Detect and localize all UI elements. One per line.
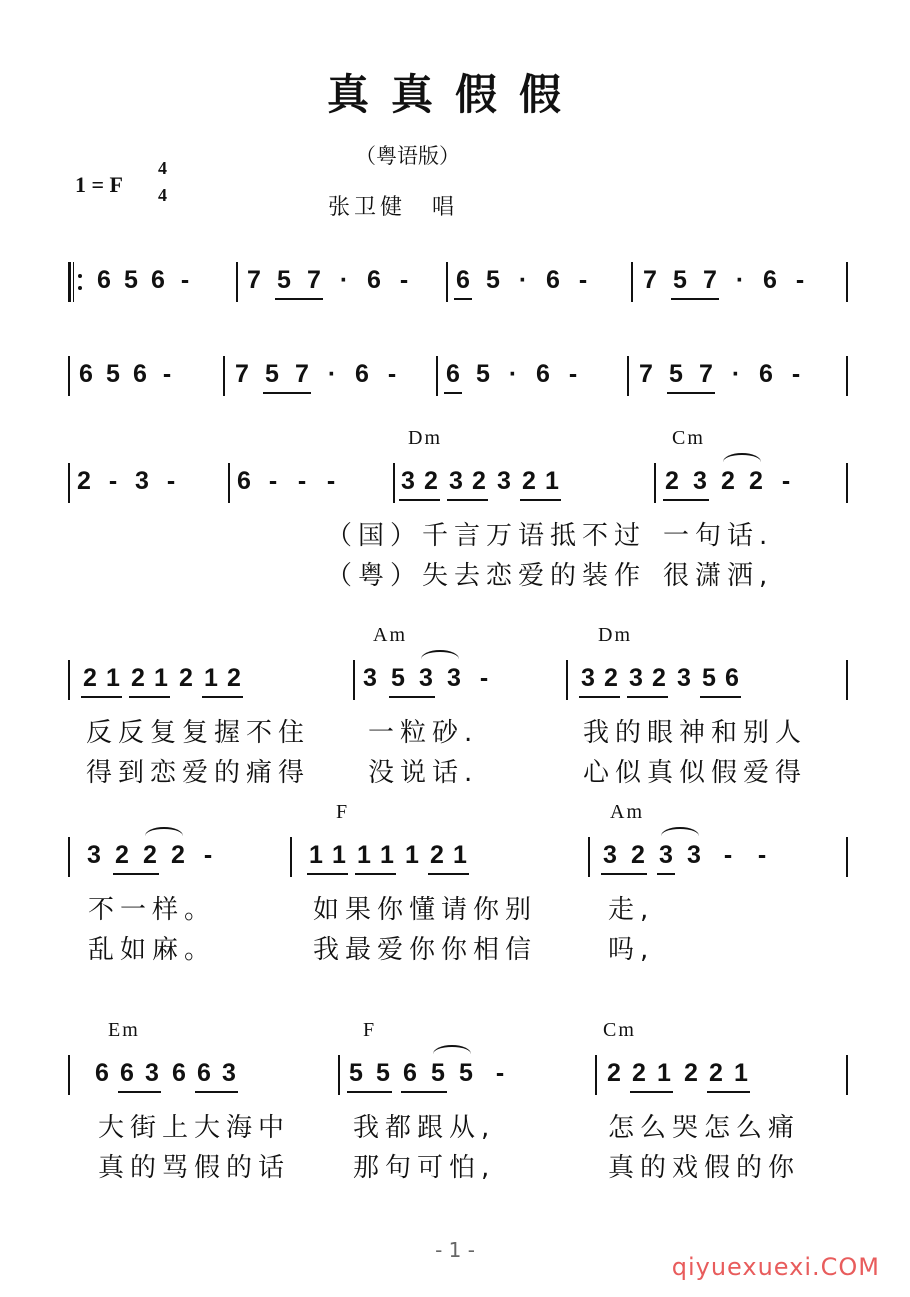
note-digit: 3 xyxy=(419,664,433,692)
note-digit: 5 xyxy=(673,266,687,294)
note-digit: 1 xyxy=(204,664,218,692)
bar-line xyxy=(588,837,590,877)
note-digit: 1 xyxy=(106,664,120,692)
note-digit: 2 xyxy=(522,467,536,495)
note-digit: 2 xyxy=(424,467,438,495)
note-digit: 2 xyxy=(631,841,645,869)
note-digit: 6 xyxy=(120,1059,134,1087)
bar-line xyxy=(654,463,656,503)
note-digit: 6 xyxy=(536,360,550,388)
note-digit: 6 xyxy=(725,664,739,692)
lyric-line: 一句话. xyxy=(663,521,774,551)
note-digit: 1 xyxy=(332,841,346,869)
dot-note: · xyxy=(327,360,337,388)
note-digit: 5 xyxy=(391,664,405,692)
beam-underline xyxy=(579,696,620,698)
note-digit: 6 xyxy=(151,266,165,294)
dash-hold: - xyxy=(162,360,172,388)
chord-symbol: Cm xyxy=(603,1019,636,1041)
note-digit: 3 xyxy=(603,841,617,869)
beam-underline xyxy=(447,499,488,501)
chord-symbol: F xyxy=(336,801,350,823)
chord-symbol: Am xyxy=(373,624,407,646)
bar-line xyxy=(68,463,70,503)
lyric-line: 走, xyxy=(608,895,655,925)
beam-underline xyxy=(601,873,647,875)
note-digit: 2 xyxy=(143,841,157,869)
note-digit: 5 xyxy=(476,360,490,388)
lyric-line: 如果你懂请你别 xyxy=(313,895,538,925)
note-digit: 3 xyxy=(87,841,101,869)
note-digit: 2 xyxy=(684,1059,698,1087)
lyric-line: 那句可怕, xyxy=(353,1153,496,1183)
tie-arc xyxy=(421,650,459,668)
lyric-line: 一粒砂. xyxy=(368,718,479,748)
time-signature-bottom: 4 xyxy=(158,185,167,205)
dash-hold: - xyxy=(795,266,805,294)
note-digit: 7 xyxy=(247,266,261,294)
note-digit: 2 xyxy=(607,1059,621,1087)
note-digit: 6 xyxy=(759,360,773,388)
note-digit: 5 xyxy=(277,266,291,294)
note-digit: 2 xyxy=(171,841,185,869)
note-digit: 2 xyxy=(749,467,763,495)
note-digit: 2 xyxy=(721,467,735,495)
page-number: - 1 - xyxy=(435,1238,475,1262)
note-digit: 7 xyxy=(235,360,249,388)
note-digit: 2 xyxy=(227,664,241,692)
beam-underline xyxy=(663,499,709,501)
lyric-line: 大街上大海中 xyxy=(98,1113,291,1143)
lyric-line: 心似真似假爱得 xyxy=(583,758,808,788)
chord-symbol: Am xyxy=(610,801,644,823)
beam-underline xyxy=(428,873,469,875)
bar-line xyxy=(627,356,629,396)
beam-underline xyxy=(630,1091,673,1093)
note-digit: 1 xyxy=(657,1059,671,1087)
dot-note: · xyxy=(731,360,741,388)
lyric-line: （粤）失去恋爱的装作 xyxy=(326,561,647,591)
note-digit: 6 xyxy=(456,266,470,294)
note-digit: 3 xyxy=(629,664,643,692)
note-digit: 1 xyxy=(380,841,394,869)
score-row xyxy=(68,356,848,396)
bar-line xyxy=(236,262,238,302)
note-digit: 2 xyxy=(115,841,129,869)
bar-line xyxy=(68,837,70,877)
lyric-line: 得到恋爱的痛得 xyxy=(86,758,311,788)
beam-underline xyxy=(129,696,170,698)
note-digit: 6 xyxy=(95,1059,109,1087)
beam-underline xyxy=(667,392,715,394)
note-digit: 2 xyxy=(179,664,193,692)
dash-hold: - xyxy=(180,266,190,294)
bar-line xyxy=(228,463,230,503)
bar-line xyxy=(846,837,848,877)
dash-hold: - xyxy=(568,360,578,388)
repeat-start-bar xyxy=(68,262,71,302)
note-digit: 7 xyxy=(699,360,713,388)
beam-underline xyxy=(700,696,741,698)
bar-line xyxy=(446,262,448,302)
note-digit: 6 xyxy=(97,266,111,294)
note-digit: 3 xyxy=(145,1059,159,1087)
note-digit: 2 xyxy=(604,664,618,692)
dash-hold: - xyxy=(757,841,767,869)
beam-underline xyxy=(444,392,462,394)
note-digit: 3 xyxy=(363,664,377,692)
note-digit: 6 xyxy=(197,1059,211,1087)
dash-hold: - xyxy=(108,467,118,495)
lyric-line: 没说话. xyxy=(368,758,479,788)
note-digit: 7 xyxy=(643,266,657,294)
note-digit: 2 xyxy=(77,467,91,495)
score-row xyxy=(68,262,848,302)
note-digit: 3 xyxy=(677,664,691,692)
note-digit: 2 xyxy=(665,467,679,495)
beam-underline xyxy=(307,873,348,875)
note-digit: 6 xyxy=(237,467,251,495)
note-digit: 5 xyxy=(265,360,279,388)
beam-underline xyxy=(355,873,396,875)
singer-credit: 张卫健 唱 xyxy=(328,195,459,220)
tie-arc xyxy=(145,827,183,845)
note-digit: 1 xyxy=(154,664,168,692)
note-digit: 2 xyxy=(472,467,486,495)
dot-note: · xyxy=(339,266,349,294)
note-digit: 3 xyxy=(447,664,461,692)
dash-hold: - xyxy=(578,266,588,294)
dash-hold: - xyxy=(297,467,307,495)
bar-line xyxy=(68,1055,70,1095)
bar-line xyxy=(68,660,70,700)
dash-hold: - xyxy=(326,467,336,495)
bar-line xyxy=(631,262,633,302)
repeat-start-bar xyxy=(73,262,74,302)
note-digit: 1 xyxy=(357,841,371,869)
dash-hold: - xyxy=(723,841,733,869)
lyric-line: 乱如麻。 xyxy=(88,935,217,965)
note-digit: 5 xyxy=(486,266,500,294)
beam-underline xyxy=(707,1091,750,1093)
bar-line xyxy=(846,356,848,396)
note-digit: 5 xyxy=(349,1059,363,1087)
note-digit: 3 xyxy=(693,467,707,495)
dash-hold: - xyxy=(791,360,801,388)
note-digit: 7 xyxy=(307,266,321,294)
beam-underline xyxy=(401,1091,447,1093)
note-digit: 5 xyxy=(376,1059,390,1087)
beam-underline xyxy=(671,298,719,300)
note-digit: 5 xyxy=(459,1059,473,1087)
bar-line xyxy=(393,463,395,503)
beam-underline xyxy=(627,696,668,698)
score-row xyxy=(68,1019,848,1183)
bar-line xyxy=(223,356,225,396)
lyric-line: 我最爱你你相信 xyxy=(313,935,538,965)
beam-underline xyxy=(118,1091,161,1093)
lyric-line: 怎么哭怎么痛 xyxy=(608,1113,801,1143)
lyric-line: 真的骂假的话 xyxy=(98,1153,291,1183)
note-digit: 2 xyxy=(83,664,97,692)
song-title: 真真假假 xyxy=(326,70,583,119)
chord-symbol: F xyxy=(363,1019,377,1041)
bar-line xyxy=(595,1055,597,1095)
note-digit: 3 xyxy=(581,664,595,692)
note-digit: 2 xyxy=(652,664,666,692)
beam-underline xyxy=(520,499,561,501)
note-digit: 1 xyxy=(545,467,559,495)
note-digit: 1 xyxy=(309,841,323,869)
note-digit: 3 xyxy=(497,467,511,495)
bar-line xyxy=(68,356,70,396)
bar-line xyxy=(846,660,848,700)
note-digit: 5 xyxy=(124,266,138,294)
note-digit: 1 xyxy=(734,1059,748,1087)
bar-line xyxy=(290,837,292,877)
version-subtitle: （粤语版） xyxy=(355,144,460,168)
bar-line xyxy=(338,1055,340,1095)
note-digit: 2 xyxy=(131,664,145,692)
dash-hold: - xyxy=(479,664,489,692)
score-row xyxy=(68,801,848,965)
dot-note: · xyxy=(508,360,518,388)
dot-note: · xyxy=(518,266,528,294)
chord-symbol: Dm xyxy=(408,427,442,449)
note-digit: 3 xyxy=(401,467,415,495)
chord-symbol: Em xyxy=(108,1019,140,1041)
note-digit: 6 xyxy=(546,266,560,294)
note-digit: 5 xyxy=(106,360,120,388)
lyric-line: 很潇洒, xyxy=(663,561,774,591)
beam-underline xyxy=(195,1091,238,1093)
note-digit: 5 xyxy=(431,1059,445,1087)
lyric-line: 我都跟从, xyxy=(353,1113,496,1143)
lyric-line: 不一样。 xyxy=(88,895,217,925)
lyric-line: 真的戏假的你 xyxy=(608,1153,801,1183)
note-digit: 3 xyxy=(222,1059,236,1087)
note-digit: 3 xyxy=(659,841,673,869)
note-digit: 3 xyxy=(449,467,463,495)
note-digit: 2 xyxy=(709,1059,723,1087)
bar-line xyxy=(353,660,355,700)
beam-underline xyxy=(275,298,323,300)
tie-arc xyxy=(723,453,761,471)
score-row xyxy=(68,624,848,788)
key-signature: 1 = F xyxy=(75,172,123,197)
note-digit: 6 xyxy=(172,1059,186,1087)
repeat-dot xyxy=(78,274,82,278)
tie-arc xyxy=(661,827,699,845)
note-digit: 2 xyxy=(632,1059,646,1087)
beam-underline xyxy=(81,696,122,698)
score-row xyxy=(68,427,848,591)
lyric-line: （国）千言万语抵不过 xyxy=(326,521,647,551)
bar-line xyxy=(846,1055,848,1095)
beam-underline xyxy=(113,873,159,875)
note-digit: 3 xyxy=(687,841,701,869)
dash-hold: - xyxy=(387,360,397,388)
chord-symbol: Dm xyxy=(598,624,632,646)
note-digit: 6 xyxy=(133,360,147,388)
note-digit: 1 xyxy=(405,841,419,869)
dash-hold: - xyxy=(399,266,409,294)
beam-underline xyxy=(347,1091,392,1093)
chord-symbol: Cm xyxy=(672,427,705,449)
bar-line xyxy=(846,262,848,302)
note-digit: 6 xyxy=(355,360,369,388)
note-digit: 6 xyxy=(79,360,93,388)
beam-underline xyxy=(657,873,675,875)
lyric-line: 反反复复握不住 xyxy=(86,718,311,748)
note-digit: 6 xyxy=(763,266,777,294)
bar-line xyxy=(846,463,848,503)
lyric-line: 吗, xyxy=(608,935,655,965)
repeat-dot xyxy=(78,286,82,290)
bar-line xyxy=(436,356,438,396)
dot-note: · xyxy=(735,266,745,294)
note-digit: 6 xyxy=(403,1059,417,1087)
note-digit: 1 xyxy=(453,841,467,869)
tie-arc xyxy=(433,1045,471,1063)
note-digit: 2 xyxy=(430,841,444,869)
note-digit: 6 xyxy=(446,360,460,388)
beam-underline xyxy=(263,392,311,394)
note-digit: 3 xyxy=(135,467,149,495)
beam-underline xyxy=(454,298,472,300)
time-signature-top: 4 xyxy=(158,158,167,178)
note-digit: 7 xyxy=(703,266,717,294)
lyric-line: 我的眼神和别人 xyxy=(583,718,808,748)
dash-hold: - xyxy=(203,841,213,869)
dash-hold: - xyxy=(166,467,176,495)
dash-hold: - xyxy=(268,467,278,495)
note-digit: 6 xyxy=(367,266,381,294)
beam-underline xyxy=(202,696,243,698)
bar-line xyxy=(566,660,568,700)
dash-hold: - xyxy=(781,467,791,495)
note-digit: 5 xyxy=(702,664,716,692)
note-digit: 7 xyxy=(295,360,309,388)
dash-hold: - xyxy=(495,1059,505,1087)
note-digit: 5 xyxy=(669,360,683,388)
watermark: qiyuexuexi.COM xyxy=(671,1253,880,1281)
beam-underline xyxy=(399,499,440,501)
note-digit: 7 xyxy=(639,360,653,388)
beam-underline xyxy=(389,696,435,698)
